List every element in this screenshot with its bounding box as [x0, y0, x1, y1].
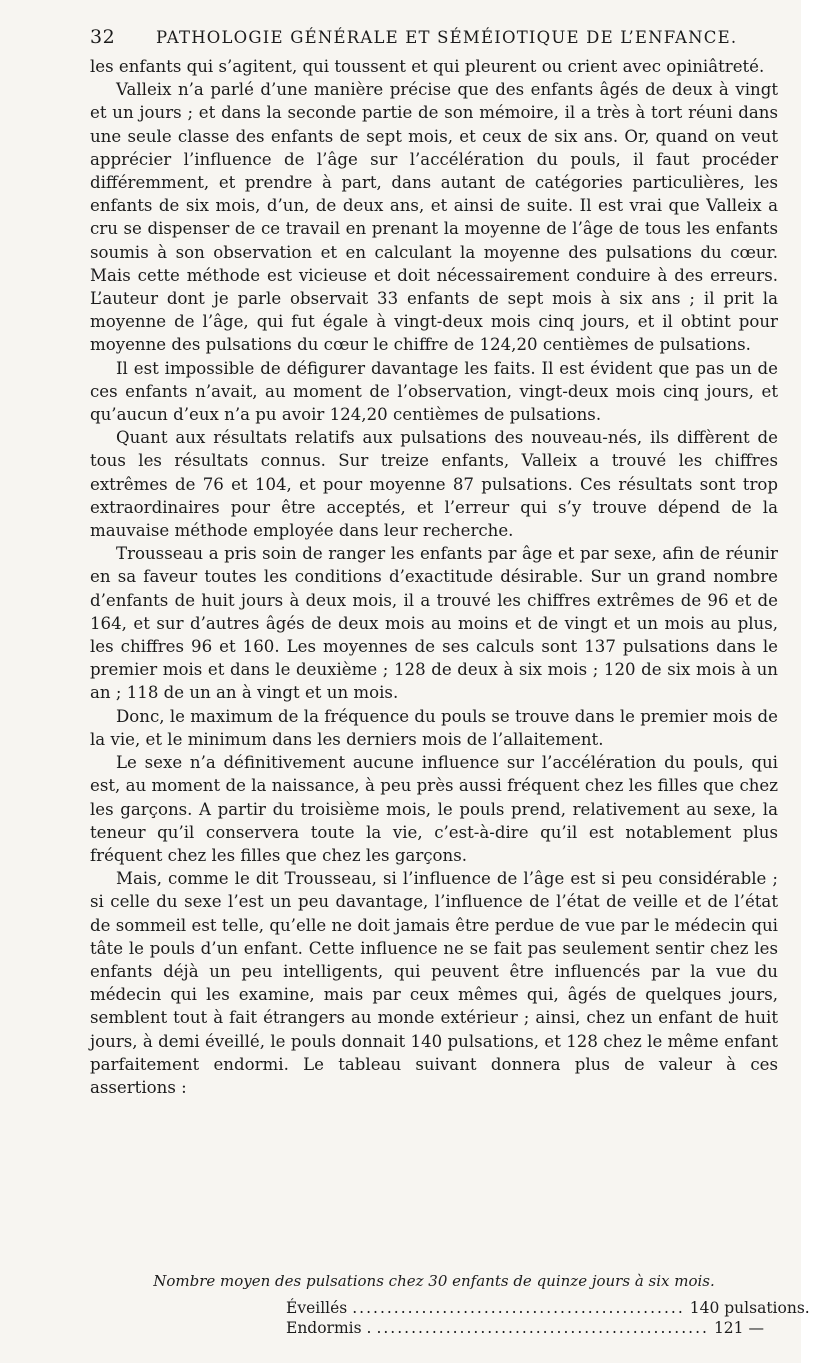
- running-header: [90, 26, 770, 48]
- page-number: 32: [90, 26, 116, 48]
- paragraph: Valleix n’a parlé d’une manière précise que des enfants âgés de deux à vingt et un jours ; et dans la seconde partie de son mémoire, il a très à tort réuni dans une seule classe des enfants de sept mois, et ceux de six ans. Or, quand on veut apprécier l’influence de l’âge sur l’accélération du pouls, il faut procéder différemment, et prendre à part, dans autant de catégories particulières, les enfants de six mois, d’un, de deux ans, et ainsi de suite. Il est vrai que Valleix a cru se dispenser de ce travail en prenant la moyenne de l’âge de tous les enfants soumis à son observation et en calculant la moyenne des pulsations du cœur. Mais cette méthode est vicieuse et doit nécessairement conduire à des erreurs. L’auteur dont je parle observait 33 enfants de sept mois à six ans ; il prit la moyenne de l’âge, qui fut égale à vingt-deux mois cinq jours, et il obtint pour moyenne des pulsations du cœur le chiffre de 124,20 centièmes de pulsations.: [90, 80, 778, 355]
- running-title: PATHOLOGIE GÉNÉRALE ET SÉMÉIOTIQUE DE L’ENFANCE.: [156, 28, 738, 47]
- row-label: Éveillés: [286, 1299, 348, 1317]
- paragraph: Il est impossible de défigurer davantage les faits. Il est évident que pas un de ces enfants n’avait, au moment de l’observation, vingt-deux mois cinq jours, et qu’aucun d’eux n’a pu avoir 124,20 centièmes de pulsations.: [90, 358, 778, 425]
- paragraph: les enfants qui s’agitent, qui toussent et qui pleurent ou crient avec opiniâtreté.: [90, 57, 765, 76]
- paragraph: Trousseau a pris soin de ranger les enfants par âge et par sexe, afin de réunir en sa faveur toutes les conditions d’exactitude désirable. Sur un grand nombre d’enfants de huit jours à deux mois, il a trouvé les chiffres extrêmes de 96 et de 164, et sur d’autres âgés de deux mois au moins et de vingt et un mois au plus, les chiffres 96 et 160. Les moyennes de ses calculs sont 137 pulsations dans le premier mois et dans le deuxième ; 128 de deux à six mois ; 120 de six mois à un an ; 118 de un an à vingt et un mois.: [90, 544, 778, 703]
- paragraph: Mais, comme le dit Trousseau, si l’influence de l’âge est si peu considérable ; si celle du sexe l’est un peu davantage, l’influence de l’état de veille et de l’état de sommeil est telle, qu’elle ne doit jamais être perdue de vue par le médecin qui tâte le pouls d’un enfant. Cette influence ne se fait pas seulement sentir chez les enfants déjà un peu intelligents, qui peuvent être influencés par la vue du médecin qui les examine, mais par ceux mêmes qui, âgés de quelques jours, semblent tout à fait étrangers au monde extérieur ; ainsi, chez un enfant de huit jours, à demi éveillé, le pouls donnait 140 pulsations, et 128 chez le même enfant parfaitement endormi. Le tableau suivant donnera plus de valeur à ces assertions :: [90, 869, 778, 1097]
- row-value: 140 pulsations.: [689, 1299, 810, 1317]
- table-row: [286, 1298, 810, 1318]
- table-row: [286, 1318, 764, 1338]
- row-value: 121 —: [713, 1319, 764, 1337]
- paragraph: Donc, le maximum de la fréquence du pouls se trouve dans le premier mois de la vie, et le minimum dans les derniers mois de l’allaitement.: [90, 706, 778, 749]
- table-caption: Nombre moyen des pulsations chez 30 enfants de quinze jours à six mois.: [153, 1272, 715, 1290]
- dot-leader: ................................................: [376, 1319, 709, 1337]
- dot-leader: ................................................: [352, 1299, 685, 1317]
- table-rows: [286, 1298, 810, 1338]
- paragraph: Le sexe n’a définitivement aucune influence sur l’accélération du pouls, qui est, au moment de la naissance, à peu près aussi fréquent chez les filles que chez les garçons. A partir du troisième mois, le pouls prend, relativement au sexe, la teneur qu’il conservera toute la vie, c’est-à-dire qu’il est notablement plus fréquent chez les filles que chez les garçons.: [90, 753, 778, 865]
- body-text: [90, 55, 778, 1099]
- pulse-table: [90, 1271, 810, 1338]
- row-label: Endormis .: [286, 1319, 372, 1337]
- paragraph: Quant aux résultats relatifs aux pulsations des nouveau-nés, ils diffèrent de tous les résultats connus. Sur treize enfants, Valleix a trouvé les chiffres extrêmes de 76 et 104, et pour moyenne 87 pulsations. Ces résultats sont trop extraordinaires pour être acceptés, et l’erreur qui s’y trouve dépend de la mauvaise méthode employée dans leur recherche.: [90, 428, 778, 541]
